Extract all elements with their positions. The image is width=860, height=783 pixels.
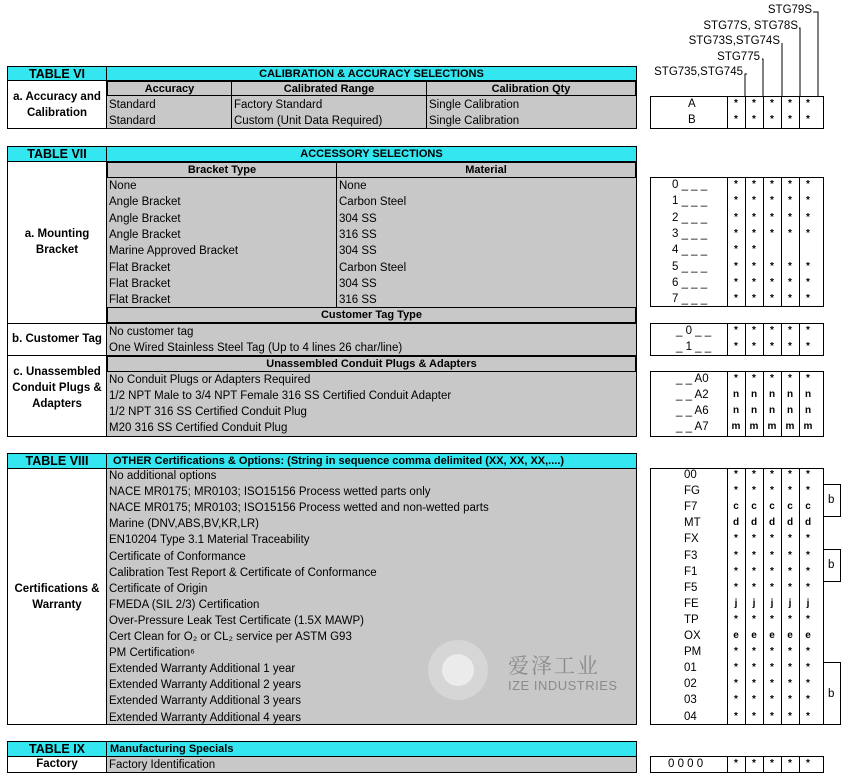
bracket-b-1-label: b	[828, 494, 835, 506]
cert-row-14-mark-4: *	[788, 678, 792, 690]
mounting-row-4-mark-2: *	[752, 227, 756, 239]
mounting-row-7-mark-3: *	[770, 276, 774, 288]
conduit-row-3-mark-4: n	[786, 405, 794, 416]
mounting-row-2-material: Carbon Steel	[339, 196, 407, 209]
mounting-row-6-material: Carbon Steel	[339, 261, 407, 274]
cert-row-7-mark-4: *	[788, 565, 792, 577]
mounting-row-4-mark-4: *	[788, 227, 792, 239]
table-vi-label: TABLE VI	[7, 66, 107, 81]
conduit-row-2-mark-3: n	[768, 389, 776, 400]
cert-row-3-mark-4: c	[787, 501, 793, 513]
mounting-row-5-material: 304 SS	[339, 245, 377, 258]
mounting-row-6-type: Flat Bracket	[109, 261, 171, 274]
table-vi-header-qty: Calibration Qty	[426, 81, 636, 96]
mounting-row-6-mark-5: *	[806, 260, 810, 272]
factory-row-mark-5: *	[806, 758, 810, 769]
conduit-row-2: 1/2 NPT Male to 3/4 NPT Female 316 SS Certified Conduit Adapter	[109, 390, 452, 402]
cert-row-12-mark-5: *	[806, 646, 810, 658]
cert-row-8: Certificate of Origin	[109, 582, 208, 595]
cert-row-9-mark-1: j	[734, 597, 738, 609]
table-vi-row-1-mark-1: *	[734, 98, 738, 109]
cert-row-11: Cert Clean for O₂ or CL₂ service per ASTM G93	[109, 631, 352, 643]
cert-row-5-mark-4: *	[788, 533, 792, 545]
mounting-row-7-mark-1: *	[734, 276, 738, 288]
table-vi-row-2-mark-3: *	[770, 114, 774, 125]
table-vi-row-2-accuracy: Standard	[109, 115, 156, 127]
cert-row-2: NACE MR0175; MR0103; ISO15156 Process wetted parts only	[109, 486, 431, 499]
mounting-row-8-mark-2: *	[752, 293, 756, 305]
cert-row-12-mark-1: *	[734, 646, 738, 658]
certifications-side: Certifications & Warranty	[7, 468, 107, 725]
mounting-row-5-mark-1: *	[734, 244, 738, 256]
cert-row-11-mark-2: e	[751, 630, 757, 641]
table-vi-row-1-range: Factory Standard	[234, 99, 323, 111]
cert-row-2-mark-4: *	[788, 485, 792, 497]
cert-row-14-mark-5: *	[806, 678, 810, 690]
mounting-row-2-mark-3: *	[770, 195, 774, 207]
customer-tag-row-2-mark-2: *	[752, 341, 756, 352]
cert-row-6-mark-3: *	[770, 549, 774, 561]
cert-row-15-mark-3: *	[770, 694, 774, 706]
cert-row-10-mark-3: *	[770, 613, 774, 625]
mounting-row-1-mark-1: *	[734, 179, 738, 190]
mounting-row-2-mark-2: *	[752, 195, 756, 207]
cert-row-14-mark-2: *	[752, 678, 756, 690]
table-vi-header-accuracy: Accuracy	[107, 81, 232, 96]
mounting-row-6-mark-2: *	[752, 260, 756, 272]
mounting-row-3-code: 2 _ _ _	[672, 211, 708, 224]
cert-row-1-mark-1: *	[734, 469, 738, 480]
mounting-row-8-type: Flat Bracket	[109, 294, 171, 307]
conduit-row-1: No Conduit Plugs or Adapters Required	[109, 374, 311, 386]
cert-row-12-code: PM	[684, 646, 702, 659]
factory-row-mark-2: *	[752, 758, 756, 769]
cert-row-8-mark-1: *	[734, 581, 738, 593]
conduit-row-2-mark-4: n	[786, 389, 794, 400]
cert-row-8-mark-5: *	[806, 581, 810, 593]
customer-tag-side: b. Customer Tag	[7, 323, 107, 356]
mounting-row-6-mark-1: *	[734, 260, 738, 272]
cert-row-4: Marine (DNV,ABS,BV,KR,LR)	[109, 518, 259, 531]
mounting-row-3-material: 304 SS	[339, 212, 377, 225]
mounting-row-8-material: 316 SS	[339, 294, 377, 307]
customer-tag-row-2-code: _ 1 _ _	[676, 341, 712, 353]
factory-row: Factory Identification	[109, 759, 216, 771]
cert-row-9: FMEDA (SIL 2/3) Certification	[109, 598, 260, 611]
mounting-row-4-code: 3 _ _ _	[672, 227, 708, 240]
conduit-row-4-mark-2: m	[749, 421, 759, 432]
model-stg775: STG775	[717, 51, 760, 63]
bracket-b-3-label: b	[828, 688, 835, 700]
mounting-row-5-type: Marine Approved Bracket	[109, 245, 239, 258]
customer-tag-row-2-mark-4: *	[788, 341, 792, 352]
cert-row-12: PM Certification⁶	[109, 647, 195, 660]
cert-row-10-mark-5: *	[806, 613, 810, 625]
table-vi-row-1-code: A	[688, 98, 696, 110]
factory-row-mark-1: *	[734, 758, 738, 769]
mounting-row-8-mark-1: *	[734, 293, 738, 305]
cert-row-4-mark-3: d	[768, 517, 776, 529]
mounting-row-3-mark-4: *	[788, 211, 792, 223]
mounting-row-6-mark-4: *	[788, 260, 792, 272]
cert-row-2-mark-5: *	[806, 485, 810, 497]
cert-row-14-mark-1: *	[734, 678, 738, 690]
mounting-row-1-mark-2: *	[752, 179, 756, 190]
cert-row-15-code: 03	[684, 694, 697, 707]
conduit-row-3-mark-2: n	[750, 405, 758, 416]
model-stg73s: STG73S,STG74S	[688, 35, 780, 47]
conduit-row-1-mark-2: *	[752, 373, 756, 384]
cert-row-3-mark-2: c	[751, 501, 757, 513]
cert-row-15: Extended Warranty Additional 3 years	[109, 695, 301, 708]
watermark-en: IZE INDUSTRIES	[508, 678, 618, 693]
cert-row-2-mark-1: *	[734, 485, 738, 497]
cert-row-6-mark-1: *	[734, 549, 738, 561]
mounting-row-1-material: None	[339, 180, 367, 192]
cert-row-3-mark-3: c	[769, 501, 775, 513]
table-vi-side: a. Accuracy and Calibration	[7, 80, 107, 129]
table-vi-row-1-mark-3: *	[770, 98, 774, 109]
customer-tag-row-2: One Wired Stainless Steel Tag (Up to 4 lines 26 char/line)	[109, 342, 403, 354]
conduit-row-2-mark-1: n	[732, 389, 740, 400]
cert-row-13-mark-3: *	[770, 662, 774, 674]
mounting-row-3-mark-5: *	[806, 211, 810, 223]
table-vi-row-1-qty: Single Calibration	[429, 99, 520, 111]
cert-row-6: Certificate of Conformance	[109, 550, 246, 563]
cert-row-3-mark-5: c	[805, 501, 811, 513]
cert-row-13: Extended Warranty Additional 1 year	[109, 663, 296, 676]
cert-row-7-mark-3: *	[770, 565, 774, 577]
cert-row-11-mark-5: e	[805, 630, 811, 641]
customer-tag-row-2-mark-5: *	[806, 341, 810, 352]
table-vi-row-2-qty: Single Calibration	[429, 115, 520, 127]
cert-row-13-mark-1: *	[734, 662, 738, 674]
cert-row-8-mark-4: *	[788, 581, 792, 593]
conduit-row-3-code: _ _ A6	[676, 405, 709, 417]
cert-row-13-mark-2: *	[752, 662, 756, 674]
cert-row-16-mark-1: *	[734, 710, 738, 722]
cert-row-16-code: 04	[684, 710, 697, 723]
cert-row-9-mark-3: j	[770, 597, 774, 609]
mounting-row-4-mark-3: *	[770, 227, 774, 239]
mounting-row-2-mark-4: *	[788, 195, 792, 207]
cert-row-8-code: F5	[684, 581, 698, 594]
cert-row-5-mark-2: *	[752, 533, 756, 545]
conduit-row-3-mark-1: n	[732, 405, 740, 416]
mounting-row-7-code: 6 _ _ _	[672, 276, 708, 289]
customer-tag-row-1: No customer tag	[109, 326, 194, 338]
customer-tag-row-2-mark-3: *	[770, 341, 774, 352]
mounting-row-7-mark-5: *	[806, 276, 810, 288]
table-vi-row-2-mark-1: *	[734, 114, 738, 125]
conduit-row-1-mark-3: *	[770, 373, 774, 384]
conduit-row-1-mark-5: *	[806, 373, 810, 384]
cert-row-1-mark-5: *	[806, 469, 810, 480]
cert-row-10-mark-2: *	[752, 613, 756, 625]
mounting-row-2-mark-5: *	[806, 195, 810, 207]
conduit-row-1-mark-1: *	[734, 373, 738, 384]
mounting-row-4-type: Angle Bracket	[109, 228, 181, 241]
cert-row-3: NACE MR0175; MR0103; ISO15156 Process wetted and non-wetted parts	[109, 502, 489, 515]
cert-row-8-mark-3: *	[770, 581, 774, 593]
mounting-row-1-mark-4: *	[788, 179, 792, 190]
cert-row-9-code: FE	[684, 597, 699, 610]
cert-row-7-mark-5: *	[806, 565, 810, 577]
factory-row-mark-4: *	[788, 758, 792, 769]
mounting-row-7-mark-2: *	[752, 276, 756, 288]
conduit-row-4-mark-1: m	[731, 421, 741, 432]
cert-row-12-mark-3: *	[770, 646, 774, 658]
table-vi-row-1-mark-2: *	[752, 98, 756, 109]
mounting-row-8-mark-3: *	[770, 293, 774, 305]
mounting-row-2-code: 1 _ _ _	[672, 195, 708, 208]
table-vi-row-1-mark-4: *	[788, 98, 792, 109]
model-stg77s: STG77S, STG78S	[703, 20, 798, 32]
conduit-row-2-mark-2: n	[750, 389, 758, 400]
table-ix-title: Manufacturing Specials	[106, 741, 637, 757]
cert-row-15-mark-2: *	[752, 694, 756, 706]
conduit-row-1-mark-4: *	[788, 373, 792, 384]
cert-row-9-mark-2: j	[752, 597, 756, 609]
cert-row-10-code: TP	[684, 613, 699, 626]
mounting-row-4-material: 316 SS	[339, 228, 377, 241]
watermark-cn: 爱泽工业	[508, 655, 600, 678]
cert-row-12-mark-2: *	[752, 646, 756, 658]
mounting-row-7-type: Flat Bracket	[109, 277, 171, 290]
conduit-row-4: M20 316 SS Certified Conduit Plug	[109, 422, 288, 434]
mounting-row-7-material: 304 SS	[339, 277, 377, 290]
cert-row-4-code: MT	[684, 517, 701, 530]
cert-row-8-mark-2: *	[752, 581, 756, 593]
table-vi-row-2-code: B	[688, 114, 696, 126]
table-viii-label: TABLE VIII	[7, 453, 107, 469]
cert-row-1: No additional options	[109, 470, 217, 482]
cert-row-10-mark-4: *	[788, 613, 792, 625]
cert-row-16-mark-4: *	[788, 710, 792, 722]
cert-row-11-mark-3: e	[769, 630, 775, 641]
mounting-row-3-mark-1: *	[734, 211, 738, 223]
cert-row-4-mark-1: d	[732, 517, 740, 529]
conduit-row-4-mark-3: m	[767, 421, 777, 432]
cert-row-5-mark-3: *	[770, 533, 774, 545]
table-viii-title: OTHER Certifications & Options: (String in sequence comma delimited (XX, XX, XX,....)	[106, 453, 637, 469]
conduit-side: c. Unassembled Conduit Plugs & Adapters	[7, 355, 107, 437]
mounting-header-type: Bracket Type	[107, 162, 337, 178]
conduit-row-2-mark-5: n	[804, 389, 812, 400]
cert-row-15-mark-4: *	[788, 694, 792, 706]
model-stg79s: STG79S	[767, 4, 812, 16]
watermark-logo	[428, 640, 488, 700]
customer-tag-row-1-mark-1: *	[734, 325, 738, 336]
conduit-row-4-mark-5: m	[803, 421, 813, 432]
cert-row-5-code: FX	[684, 533, 699, 546]
customer-tag-row-2-mark-1: *	[734, 341, 738, 352]
mounting-row-1-code: 0 _ _ _	[672, 179, 708, 191]
mounting-row-2-mark-1: *	[734, 195, 738, 207]
mounting-row-1-mark-3: *	[770, 179, 774, 190]
conduit-row-2-code: _ _ A2	[676, 389, 709, 401]
customer-tag-header: Customer Tag Type	[107, 307, 636, 323]
customer-tag-row-1-mark-5: *	[806, 325, 810, 336]
mounting-row-5-mark-2: *	[752, 244, 756, 256]
cert-row-3-mark-1: c	[733, 501, 739, 513]
mounting-bracket-side: a. Mounting Bracket	[7, 161, 107, 324]
cert-row-9-mark-5: j	[806, 597, 810, 609]
mounting-row-3-mark-3: *	[770, 211, 774, 223]
cert-row-15-mark-1: *	[734, 694, 738, 706]
cert-row-7-mark-1: *	[734, 565, 738, 577]
customer-tag-row-1-mark-2: *	[752, 325, 756, 336]
mounting-row-5-code: 4 _ _ _	[672, 244, 708, 257]
factory-side: Factory	[7, 756, 107, 773]
cert-row-10: Over-Pressure Leak Test Certificate (1.5X MAWP)	[109, 614, 364, 627]
cert-row-2-mark-2: *	[752, 485, 756, 497]
cert-row-1-mark-4: *	[788, 469, 792, 480]
cert-row-15-mark-5: *	[806, 694, 810, 706]
cert-row-6-mark-2: *	[752, 549, 756, 561]
cert-row-4-mark-4: d	[786, 517, 794, 529]
cert-row-16: Extended Warranty Additional 4 years	[109, 711, 301, 724]
mounting-row-3-type: Angle Bracket	[109, 212, 181, 225]
cert-row-2-code: FG	[684, 485, 700, 498]
table-vii-label: TABLE VII	[7, 146, 107, 162]
conduit-row-4-code: _ _ A7	[676, 421, 709, 433]
mounting-row-1-type: None	[109, 180, 137, 192]
table-vi-row-2-mark-5: *	[806, 114, 810, 125]
customer-tag-row-1-code: _ 0 _ _	[676, 325, 712, 337]
cert-row-6-mark-5: *	[806, 549, 810, 561]
table-vi-row-2-mark-2: *	[752, 114, 756, 125]
bracket-b-2-label: b	[828, 559, 835, 571]
cert-row-13-code: 01	[684, 662, 697, 675]
conduit-row-3-mark-5: n	[804, 405, 812, 416]
mounting-header-material: Material	[336, 162, 636, 178]
cert-row-11-code: OX	[684, 630, 701, 642]
cert-row-12-mark-4: *	[788, 646, 792, 658]
cert-row-4-mark-2: d	[750, 517, 758, 529]
table-ix-label: TABLE IX	[7, 741, 107, 757]
conduit-row-3-mark-3: n	[768, 405, 776, 416]
factory-row-mark-3: *	[770, 758, 774, 769]
table-vi-row-1-mark-5: *	[806, 98, 810, 109]
table-vi-title: CALIBRATION & ACCURACY SELECTIONS	[106, 66, 637, 81]
cert-row-14-code: 02	[684, 678, 697, 691]
cert-row-16-mark-2: *	[752, 710, 756, 722]
cert-row-5: EN10204 Type 3.1 Material Traceability	[109, 534, 310, 547]
cert-row-4-mark-5: d	[804, 517, 812, 529]
cert-row-10-mark-1: *	[734, 613, 738, 625]
mounting-row-1-mark-5: *	[806, 179, 810, 190]
cert-row-11-mark-1: e	[733, 630, 739, 641]
cert-row-7-mark-2: *	[752, 565, 756, 577]
cert-row-7: Calibration Test Report & Certificate of Conformance	[109, 566, 377, 579]
cert-row-2-mark-3: *	[770, 485, 774, 497]
cert-row-1-code: 00	[684, 469, 697, 481]
cert-row-6-mark-4: *	[788, 549, 792, 561]
cert-row-14-mark-3: *	[770, 678, 774, 690]
mounting-row-8-code: 7 _ _ _	[672, 293, 708, 306]
customer-tag-row-1-mark-3: *	[770, 325, 774, 336]
mounting-row-8-mark-4: *	[788, 293, 792, 305]
cert-row-5-mark-1: *	[734, 533, 738, 545]
conduit-row-1-code: _ _ A0	[676, 373, 709, 385]
cert-row-11-mark-4: e	[787, 630, 793, 641]
cert-row-13-mark-4: *	[788, 662, 792, 674]
customer-tag-row-1-mark-4: *	[788, 325, 792, 336]
conduit-header: Unassembled Conduit Plugs & Adapters	[107, 356, 636, 372]
table-vi-header-range: Calibrated Range	[231, 81, 427, 96]
cert-row-9-mark-4: j	[788, 597, 792, 609]
mounting-row-7-mark-4: *	[788, 276, 792, 288]
cert-row-16-mark-5: *	[806, 710, 810, 722]
cert-row-16-mark-3: *	[770, 710, 774, 722]
conduit-row-4-mark-4: m	[785, 421, 795, 432]
factory-row-code: 0 0 0 0	[668, 758, 704, 770]
mounting-row-4-mark-1: *	[734, 227, 738, 239]
cert-row-6-code: F3	[684, 549, 698, 562]
table-vi-row-2-mark-4: *	[788, 114, 792, 125]
mounting-row-3-mark-2: *	[752, 211, 756, 223]
cert-row-5-mark-5: *	[806, 533, 810, 545]
cert-row-13-mark-5: *	[806, 662, 810, 674]
table-vi-row-1-accuracy: Standard	[109, 99, 156, 111]
mounting-row-6-code: 5 _ _ _	[672, 260, 708, 273]
cert-row-14: Extended Warranty Additional 2 years	[109, 679, 301, 692]
mounting-row-2-type: Angle Bracket	[109, 196, 181, 209]
cert-row-1-mark-3: *	[770, 469, 774, 480]
mounting-row-8-mark-5: *	[806, 293, 810, 305]
table-vii-title: ACCESSORY SELECTIONS	[106, 146, 637, 162]
cert-row-3-code: F7	[684, 501, 698, 514]
cert-row-7-code: F1	[684, 565, 698, 578]
mounting-row-6-mark-3: *	[770, 260, 774, 272]
cert-row-1-mark-2: *	[752, 469, 756, 480]
conduit-row-3: 1/2 NPT 316 SS Certified Conduit Plug	[109, 406, 307, 418]
table-vi-row-2-range: Custom (Unit Data Required)	[234, 115, 383, 127]
mounting-row-4-mark-5: *	[806, 227, 810, 239]
model-stg735: STG735,STG745	[654, 66, 743, 78]
